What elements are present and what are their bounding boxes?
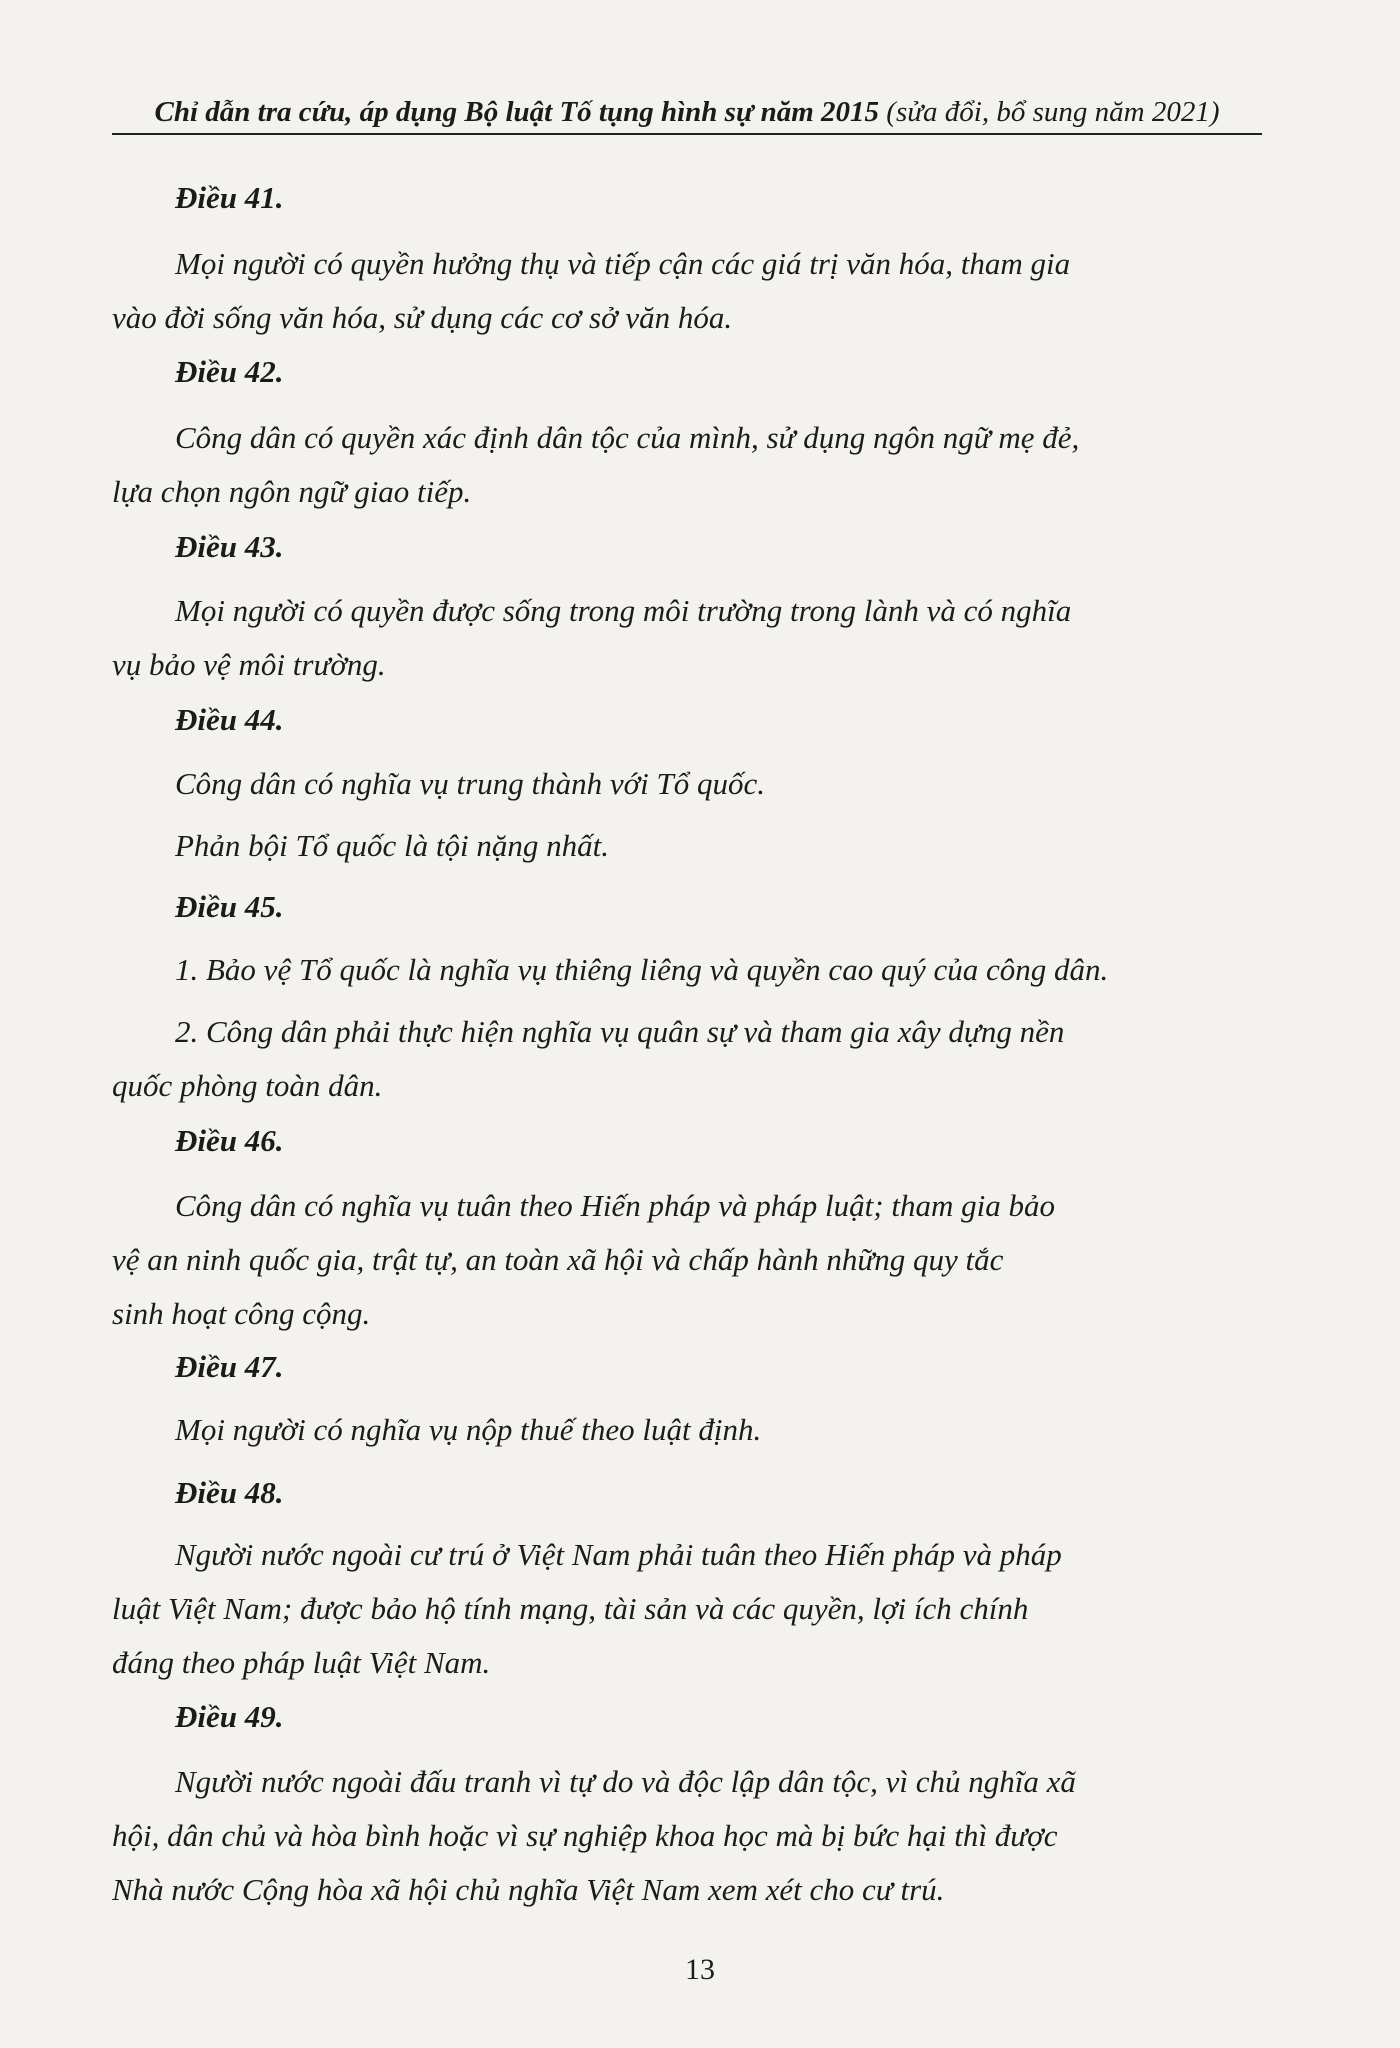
article-47-heading: Điều 47. xyxy=(175,1349,284,1384)
article-41-text-line: Mọi người có quyền hưởng thụ và tiếp cận các giá trị văn hóa, tham gia xyxy=(175,246,1071,281)
article-48-text-line: đáng theo pháp luật Việt Nam. xyxy=(112,1645,491,1680)
article-46-text-line: Công dân có nghĩa vụ tuân theo Hiến pháp và pháp luật; tham gia bảo xyxy=(175,1188,1055,1223)
article-46-text-line: vệ an ninh quốc gia, trật tự, an toàn xã hội và chấp hành những quy tắc xyxy=(112,1242,1004,1277)
article-46-heading: Điều 46. xyxy=(175,1123,284,1158)
article-47-text-line: Mọi người có nghĩa vụ nộp thuế theo luật định. xyxy=(175,1412,762,1447)
page-number: 13 xyxy=(685,1953,715,1986)
article-45-text-line: 2. Công dân phải thực hiện nghĩa vụ quân sự và tham gia xây dựng nền xyxy=(175,1014,1065,1049)
article-49-text-line: hội, dân chủ và hòa bình hoặc vì sự nghiệp khoa học mà bị bức hại thì được xyxy=(112,1818,1058,1853)
article-45-text-line: 1. Bảo vệ Tổ quốc là nghĩa vụ thiêng liêng và quyền cao quý của công dân. xyxy=(175,952,1109,987)
header-title: Chỉ dẫn tra cứu, áp dụng Bộ luật Tố tụng hình sự năm 2015 xyxy=(154,96,880,128)
header-title-parenthetical: (sửa đổi, bổ sung năm 2021) xyxy=(886,96,1220,128)
article-48-heading: Điều 48. xyxy=(175,1475,284,1510)
article-43-text-line: vụ bảo vệ môi trường. xyxy=(112,647,386,682)
article-42-text-line: lựa chọn ngôn ngữ giao tiếp. xyxy=(112,474,472,509)
article-49-heading: Điều 49. xyxy=(175,1699,284,1734)
article-42-text-line: Công dân có quyền xác định dân tộc của mình, sử dụng ngôn ngữ mẹ đẻ, xyxy=(175,420,1080,455)
article-48-text-line: Người nước ngoài cư trú ở Việt Nam phải tuân theo Hiến pháp và pháp xyxy=(175,1537,1062,1572)
article-43-heading: Điều 43. xyxy=(175,529,284,564)
article-45-heading: Điều 45. xyxy=(175,889,284,924)
article-42-heading: Điều 42. xyxy=(175,354,284,389)
article-44-text-line: Công dân có nghĩa vụ trung thành với Tổ quốc. xyxy=(175,766,766,801)
article-43-text-line: Mọi người có quyền được sống trong môi trường trong lành và có nghĩa xyxy=(175,593,1072,628)
article-49-text-line: Nhà nước Cộng hòa xã hội chủ nghĩa Việt Nam xem xét cho cư trú. xyxy=(112,1872,945,1907)
article-45-text-line: quốc phòng toàn dân. xyxy=(112,1068,383,1103)
article-49-text-line: Người nước ngoài đấu tranh vì tự do và độc lập dân tộc, vì chủ nghĩa xã xyxy=(175,1764,1076,1799)
article-44-text-line: Phản bội Tổ quốc là tội nặng nhất. xyxy=(175,828,609,863)
article-44-heading: Điều 44. xyxy=(175,702,284,737)
article-41-text-line: vào đời sống văn hóa, sử dụng các cơ sở văn hóa. xyxy=(112,300,733,335)
article-46-text-line: sinh hoạt công cộng. xyxy=(112,1296,371,1331)
article-48-text-line: luật Việt Nam; được bảo hộ tính mạng, tài sản và các quyền, lợi ích chính xyxy=(112,1591,1029,1626)
article-41-heading: Điều 41. xyxy=(175,180,284,215)
